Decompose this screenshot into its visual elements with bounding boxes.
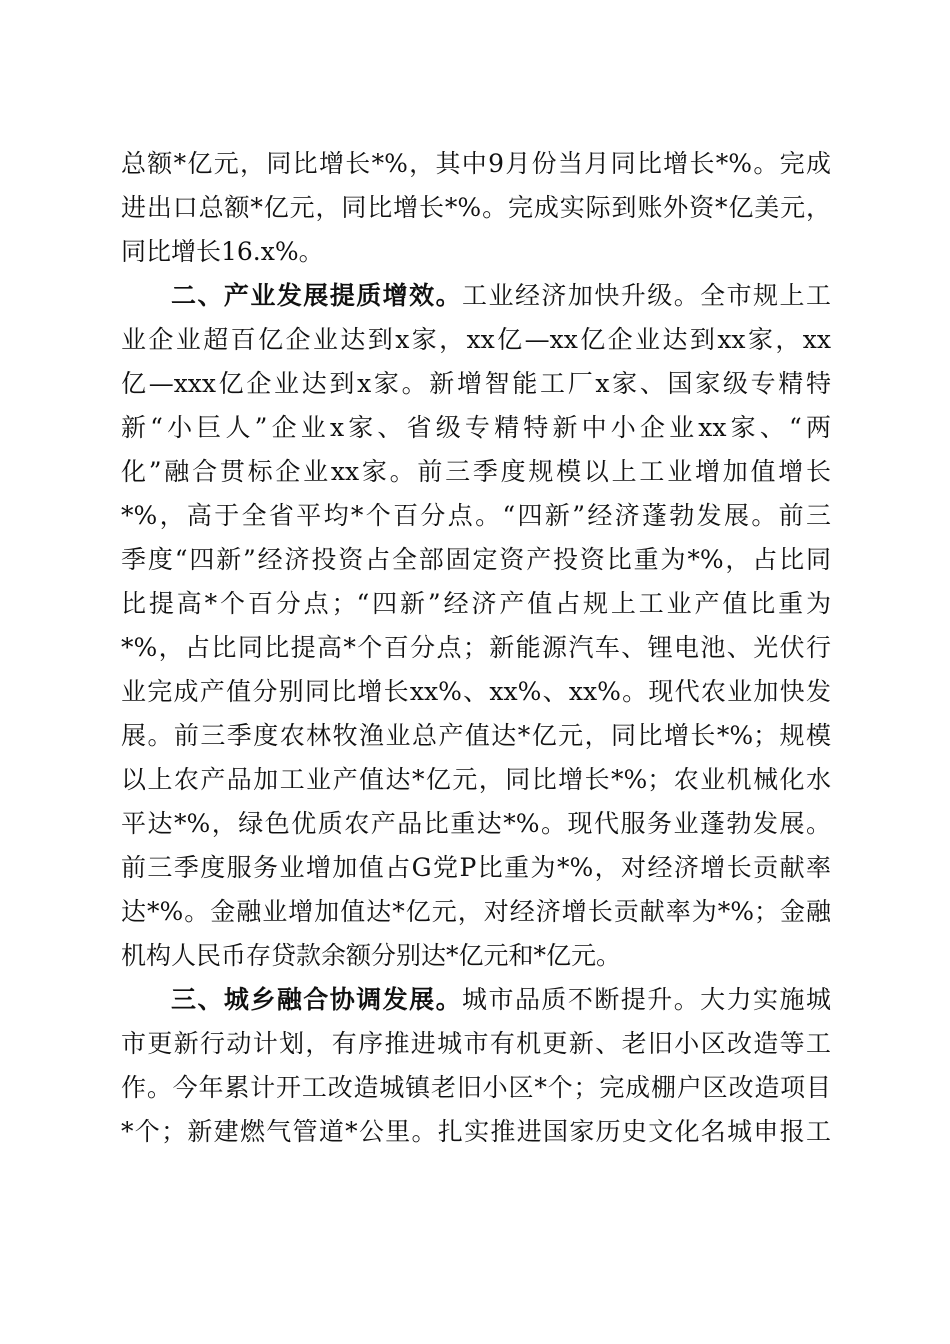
p2-line-13: 平达*%，绿色优质农产品比重达*%。现代服务业蓬勃发展。: [121, 809, 831, 838]
p2-line-3: 亿—xxx亿企业达到x家。新增智能工厂x家、国家级专精特: [121, 369, 831, 398]
p3-line-3: 作。今年累计开工改造城镇老旧小区*个；完成棚户区改造项目: [121, 1073, 831, 1102]
p2-line-11: 展。前三季度农林牧渔业总产值达*亿元，同比增长*%；规模: [121, 721, 831, 750]
p2-line-2: 业企业超百亿企业达到x家，xx亿—xx亿企业达到xx家，xx: [121, 325, 831, 354]
section-heading-2: 二、产业发展提质增效。: [171, 281, 463, 310]
p1-line-3: 同比增长16.x%。: [121, 237, 324, 266]
p2-line-1: [171, 278, 831, 314]
p2-line-10: 业完成产值分别同比增长xx%、xx%、xx%。现代农业加快发: [121, 677, 831, 706]
p2-line-14: 前三季度服务业增加值占G党P比重为*%，对经济增长贡献率: [121, 853, 831, 882]
p2-line-9: *%，占比同比提高*个百分点；新能源汽车、锂电池、光伏行: [121, 633, 831, 662]
p1-line-2: 进出口总额*亿元，同比增长*%。完成实际到账外资*亿美元，: [121, 193, 831, 222]
p2-line-12: 以上农产品加工业产值达*亿元，同比增长*%；农业机械化水: [121, 765, 831, 794]
p3-line-2: 市更新行动计划，有序推进城市有机更新、老旧小区改造等工: [121, 1029, 831, 1058]
p2-line-4: 新“小巨人”企业x家、省级专精特新中小企业xx家、“两: [121, 413, 831, 442]
p2-line-8: 比提高*个百分点；“四新”经济产值占规上工业产值比重为: [121, 589, 831, 618]
p3-line-4: *个；新建燃气管道*公里。扎实推进国家历史文化名城申报工: [121, 1117, 831, 1146]
section-heading-3: 三、城乡融合协调发展。: [171, 985, 463, 1014]
p2-line-1-text: 工业经济加快升级。全市规上工: [462, 281, 831, 310]
p2-line-5: 化”融合贯标企业xx家。前三季度规模以上工业增加值增长: [121, 457, 831, 486]
p2-line-7: 季度“四新”经济投资占全部固定资产投资比重为*%，占比同: [121, 545, 831, 574]
p3-line-1-text: 城市品质不断提升。大力实施城: [462, 985, 831, 1014]
p2-line-15: 达*%。金融业增加值达*亿元，对经济增长贡献率为*%；金融: [121, 897, 831, 926]
p1-line-1: 总额*亿元，同比增长*%，其中9月份当月同比增长*%。完成: [121, 149, 831, 178]
p2-line-16: 机构人民币存贷款余额分别达*亿元和*亿元。: [121, 941, 622, 970]
p2-line-6: *%，高于全省平均*个百分点。“四新”经济蓬勃发展。前三: [121, 501, 831, 530]
p3-line-1: [171, 982, 831, 1018]
